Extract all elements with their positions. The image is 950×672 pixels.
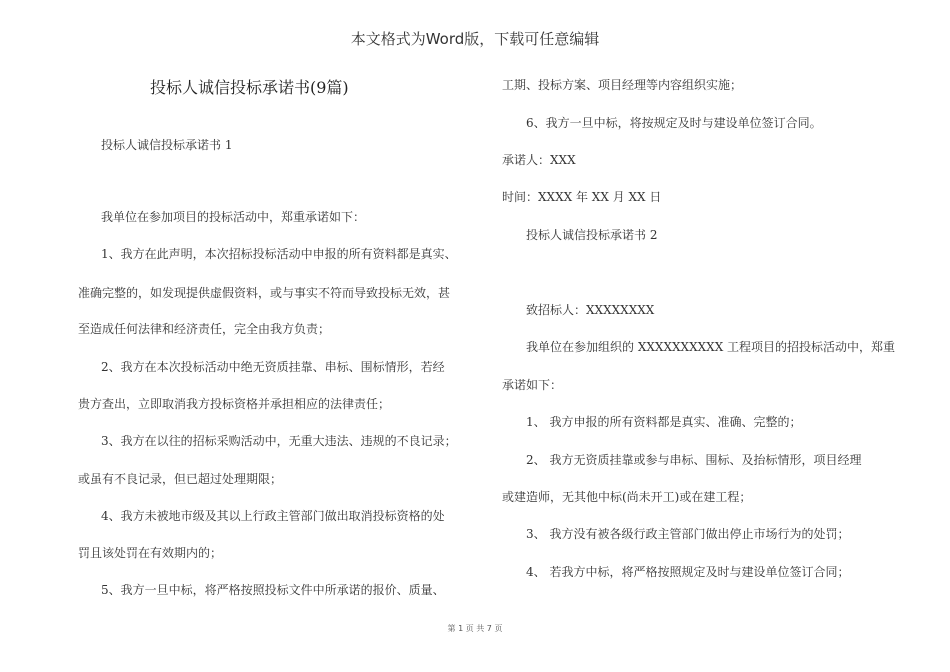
section-heading-1: 投标人诚信投标承诺书 1: [101, 138, 233, 152]
document-title: 投标人诚信投标承诺书(9篇): [150, 78, 349, 97]
paragraph-line: 承诺如下：: [502, 378, 563, 392]
paragraph-line: 1、我方在此声明，本次招标投标活动中申报的所有资料都是真实、: [101, 247, 457, 261]
paragraph-line: 4、 若我方中标，将严格按照规定及时与建设单位签订合同；: [526, 565, 850, 579]
paragraph-line: 3、 我方没有被各级行政主管部门做出停止市场行为的处罚；: [526, 527, 850, 541]
paragraph-line: 或建造师，无其他中标(尚未开工)或在建工程；: [502, 490, 752, 504]
document-header: 本文格式为Word版，下载可任意编辑: [350, 30, 600, 48]
paragraph-line: 1、 我方申报的所有资料都是真实、准确、完整的；: [526, 415, 802, 429]
paragraph-line: 4、我方未被地市级及其以上行政主管部门做出取消投标资格的处: [101, 509, 445, 523]
paragraph-line: 致招标人：XXXXXXXX: [526, 303, 655, 317]
paragraph-line: 2、我方在本次投标活动中绝无资质挂靠、串标、围标情形，若经: [101, 360, 445, 374]
paragraph-line: 5、我方一旦中标，将严格按照投标文件中所承诺的报价、质量、: [101, 583, 445, 597]
page-number: 第 1 页 共 7 页: [447, 624, 503, 633]
signer-line: 承诺人：XXX: [502, 153, 576, 167]
paragraph-line: 工期、投标方案、项目经理等内容组织实施；: [502, 78, 743, 92]
paragraph-line: 我单位在参加组织的 XXXXXXXXXX 工程项目的招投标活动中，郑重: [526, 340, 896, 354]
paragraph-line: 贵方查出，立即取消我方投标资格并承担相应的法律责任；: [78, 397, 391, 411]
paragraph-line: 6、我方一旦中标，将按规定及时与建设单位签订合同。: [526, 116, 822, 130]
date-line: 时间：XXXX 年 XX 月 XX 日: [502, 190, 662, 204]
paragraph-line: 2、 我方无资质挂靠或参与串标、围标、及抬标情形，项目经理: [526, 453, 862, 467]
paragraph-line: 我单位在参加项目的投标活动中，郑重承诺如下：: [101, 210, 366, 224]
paragraph-line: 3、我方在以往的招标采购活动中，无重大违法、违规的不良记录；: [101, 434, 457, 448]
section-heading-2: 投标人诚信投标承诺书 2: [526, 228, 658, 242]
paragraph-line: 至造成任何法律和经济责任，完全由我方负责；: [78, 322, 331, 336]
paragraph-line: 或虽有不良记录，但已超过处理期限；: [78, 472, 283, 486]
paragraph-line: 准确完整的，如发现提供虚假资料，或与事实不符而导致投标无效，甚: [78, 286, 451, 300]
paragraph-line: 罚且该处罚在有效期内的；: [78, 546, 223, 560]
